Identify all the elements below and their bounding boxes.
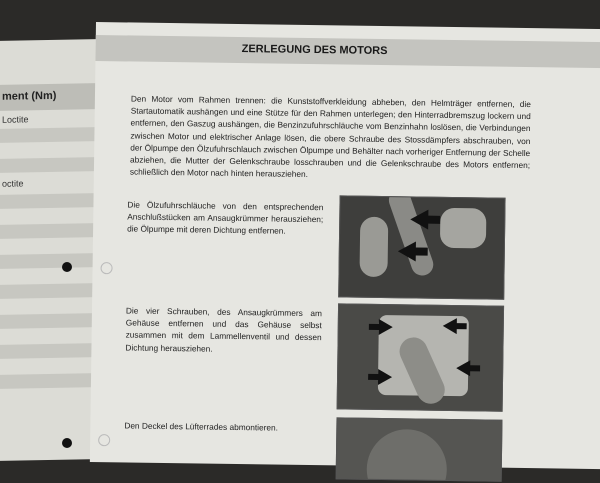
photo-oil-pump [338, 195, 505, 299]
left-table-cell: Loctite [2, 114, 29, 125]
intro-paragraph: Den Motor vom Rahmen trennen: die Kunststoffverkleidung abheben, den Helmträger entfernen, die Startautomatik aushängen und eine Stütze für den Rahmen unterlegen; den Hinterradbremszug lockern und entfernen, den Gaszug aushängen, die Benzinzufuhrschläuche vom Benzinhahn loslösen, die Verbindungen zwischen Motor und elektrischer Anlage lösen, die obere Schraube des Stossdämpfers abschrauben, von der Ölpumpe den Ölzufuhrschlauch zwischen Ölpumpe und Behälter nach vorheriger Entfernung der Schelle abziehen, die Mutter der Gelenkschraube losschrauben und die Gelenkschraube des Motors entfernen; schließlich den Motor nach hinten herausziehen. [129, 93, 531, 180]
page-title: ZERLEGUNG DES MOTORS [241, 43, 388, 58]
photo-intake-manifold [337, 303, 504, 411]
arrow-icon [410, 209, 440, 229]
binder-hole [98, 434, 110, 446]
table-row [0, 193, 96, 209]
arrow-icon [456, 360, 480, 376]
table-row [0, 157, 96, 173]
step-1-text: Die Ölzufuhrschläuche von den entsprechenden Anschlußstücken am Ansaugkrümmer herausziehen; die Ölpumpe mit deren Dichtung entfernen. [127, 199, 324, 237]
arrow-icon [369, 319, 393, 335]
arrow-icon [443, 318, 467, 334]
binder-hole [62, 262, 72, 272]
table-row [0, 283, 96, 299]
left-table-cell: octite [2, 178, 24, 189]
step-2-text: Die vier Schrauben, des Ansaugkrümmers am Gehäuse entfernen und das Gehäuse selbst zusammen mit dem Lammellenventil und dessen Dichtung herausziehen. [125, 305, 323, 354]
table-row [0, 253, 96, 269]
arrow-icon [398, 241, 428, 261]
table-row [0, 313, 96, 329]
table-row [0, 127, 96, 143]
table-row [0, 223, 96, 239]
right-page [90, 22, 600, 469]
left-table-header-text: ment (Nm) [2, 89, 57, 103]
left-table-header [0, 83, 96, 111]
table-row [0, 373, 96, 389]
section-title-bar [95, 35, 600, 68]
arrow-icon [368, 369, 392, 385]
binder-hole [100, 262, 112, 274]
left-page [0, 39, 96, 461]
table-row [0, 343, 96, 359]
binder-hole [62, 438, 72, 448]
step-3-text: Den Deckel des Lüfterrades abmontieren. [124, 420, 279, 433]
